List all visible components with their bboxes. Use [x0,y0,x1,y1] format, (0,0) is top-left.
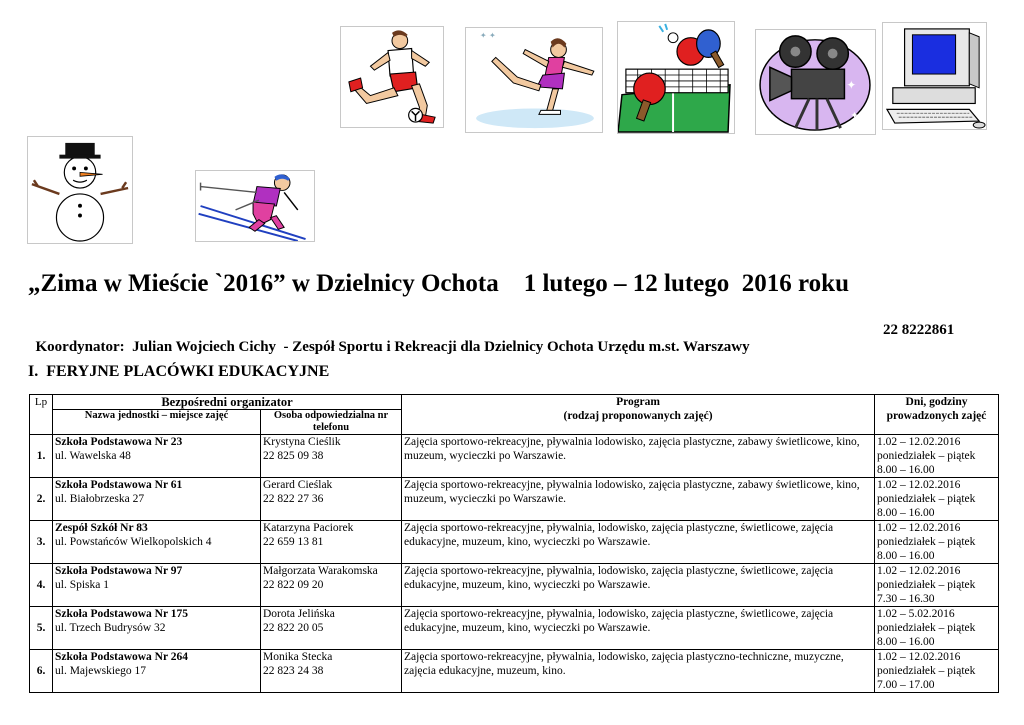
film-camera-illustration [755,29,876,135]
school-name: Szkoła Podstawowa Nr 97 [55,565,183,577]
header-organizer: Bezpośredni organizator [53,395,402,410]
table-header-row [30,395,999,410]
weekdays: poniedziałek – piątek [877,579,976,591]
person-name: Katarzyna Paciorek [263,522,354,534]
person-cell [261,607,402,650]
person-name: Krystyna Cieślik [263,436,341,448]
unit-cell [53,478,261,521]
hours: 7.00 – 17.00 [877,679,935,691]
person-cell [261,521,402,564]
skier-illustration [195,170,315,242]
person-phone: 22 823 24 38 [263,665,324,677]
unit-cell [53,650,261,693]
school-name: Szkoła Podstawowa Nr 23 [55,436,183,448]
person-cell [261,435,402,478]
computer-illustration [882,22,987,130]
hours: 7.30 – 16.30 [877,593,935,605]
weekdays: poniedziałek – piątek [877,622,976,634]
person-phone: 22 659 13 81 [263,536,324,548]
dates-range: 1.02 – 12.02.2016 [877,651,961,663]
weekdays: poniedziałek – piątek [877,665,976,677]
svg-text:✦: ✦ [846,77,857,92]
svg-text:✦: ✦ [765,110,775,122]
days-cell [875,564,999,607]
table-row [30,521,999,564]
unit-cell [53,521,261,564]
snowman-illustration [27,136,133,244]
table-row [30,650,999,693]
row-number: 1. [30,435,53,478]
row-number: 6. [30,650,53,693]
coordinator-phone: 22 8222861 [883,322,955,338]
person-phone: 22 822 20 05 [263,622,324,634]
footballer-illustration [340,26,444,128]
header-program [402,395,875,435]
unit-cell [53,564,261,607]
header-unit: Nazwa jednostki – miejsce zajęć [53,410,261,435]
table-body [30,435,999,693]
hours: 8.00 – 16.00 [877,550,935,562]
program-cell: Zajęcia sportowo-rekreacyjne, pływalnia, lodowisko, zajęcia plastyczne, świetlicowe, zajęcia edukacyjne, muzeum, kino, wycieczki po Warszawie. [402,564,875,607]
section-title: I. FERYJNE PLACÓWKI EDUKACYJNE [28,363,330,380]
program-cell: Zajęcia sportowo-rekreacyjne, pływalnia lodowisko, zajęcia plastyczne, zabawy świetlicowe, kino, muzeum, wycieczki po Warszawie. [402,435,875,478]
hours: 8.00 – 16.00 [877,636,935,648]
figure-skater-illustration [465,27,603,133]
person-name: Dorota Jelińska [263,608,335,620]
school-address: ul. Wawelska 48 [55,450,131,462]
institutions-table [29,394,999,693]
days-cell [875,478,999,521]
unit-cell [53,607,261,650]
unit-cell [53,435,261,478]
school-address: ul. Powstańców Wielkopolskich 4 [55,536,212,548]
page-title: „Zima w Mieście `2016” w Dzielnicy Ochota 1 lutego – 12 lutego 2016 roku [28,270,849,297]
svg-text:✦ ✦: ✦ ✦ [480,30,496,40]
dates-range: 1.02 – 5.02.2016 [877,608,955,620]
program-cell: Zajęcia sportowo-rekreacyjne, pływalnia, lodowisko, zajęcia plastyczno-techniczne, muzyczne, zajęcia edukacyjne, muzeum, kino. [402,650,875,693]
person-cell [261,564,402,607]
days-cell [875,607,999,650]
person-cell [261,478,402,521]
table-row [30,478,999,521]
program-cell: Zajęcia sportowo-rekreacyjne, pływalnia lodowisko, zajęcia plastyczne, zabawy świetlicowe, kino, muzeum, wycieczki po Warszawie. [402,478,875,521]
coordinator-text: Koordynator: Julian Wojciech Cichy - Zespół Sportu i Rekreacji dla Dzielnicy Ochota Urzędu m.st. Warszawy [35,339,750,355]
person-name: Małgorzata Warakomska [263,565,378,577]
header-program-subtitle: (rodzaj proponowanych zajęć) [563,410,713,422]
table-row [30,607,999,650]
days-cell [875,521,999,564]
school-name: Szkoła Podstawowa Nr 175 [55,608,189,620]
header-person: Osoba odpowiedzialna nr telefonu [261,410,402,435]
school-name: Zespół Szkół Nr 83 [55,522,148,534]
school-name: Szkoła Podstawowa Nr 264 [55,651,189,663]
header-days: Dni, godziny prowadzonych zajęć [875,395,999,435]
table-tennis-illustration [617,21,735,134]
table-row [30,435,999,478]
school-address: ul. Białobrzeska 27 [55,493,145,505]
person-phone: 22 822 27 36 [263,493,324,505]
person-phone: 22 822 09 20 [263,579,324,591]
weekdays: poniedziałek – piątek [877,450,976,462]
row-number: 4. [30,564,53,607]
school-address: ul. Spiska 1 [55,579,109,591]
row-number: 3. [30,521,53,564]
program-cell: Zajęcia sportowo-rekreacyjne, pływalnia, lodowisko, zajęcia plastyczne, świetlicowe, zajęcia edukacyjne, muzeum, kino, wycieczki po Warszawie. [402,607,875,650]
row-number: 2. [30,478,53,521]
weekdays: poniedziałek – piątek [877,493,976,505]
table-row [30,564,999,607]
school-address: ul. Majewskiego 17 [55,665,147,677]
days-cell [875,650,999,693]
hours: 8.00 – 16.00 [877,464,935,476]
person-name: Gerard Cieślak [263,479,333,491]
row-number: 5. [30,607,53,650]
weekdays: poniedziałek – piątek [877,536,976,548]
school-address: ul. Trzech Budrysów 32 [55,622,166,634]
svg-text:✦: ✦ [850,110,859,122]
hours: 8.00 – 16.00 [877,507,935,519]
dates-range: 1.02 – 12.02.2016 [877,565,961,577]
person-cell [261,650,402,693]
program-cell: Zajęcia sportowo-rekreacyjne, pływalnia, lodowisko, zajęcia plastyczne, świetlicowe, zajęcia edukacyjne, muzeum, kino, wycieczki po Warszawie. [402,521,875,564]
person-phone: 22 825 09 38 [263,450,324,462]
dates-range: 1.02 – 12.02.2016 [877,522,961,534]
dates-range: 1.02 – 12.02.2016 [877,479,961,491]
school-name: Szkoła Podstawowa Nr 61 [55,479,183,491]
header-lp: Lp [30,395,53,435]
person-name: Monika Stecka [263,651,333,663]
header-program-title: Program [616,396,660,408]
days-cell [875,435,999,478]
dates-range: 1.02 – 12.02.2016 [877,436,961,448]
